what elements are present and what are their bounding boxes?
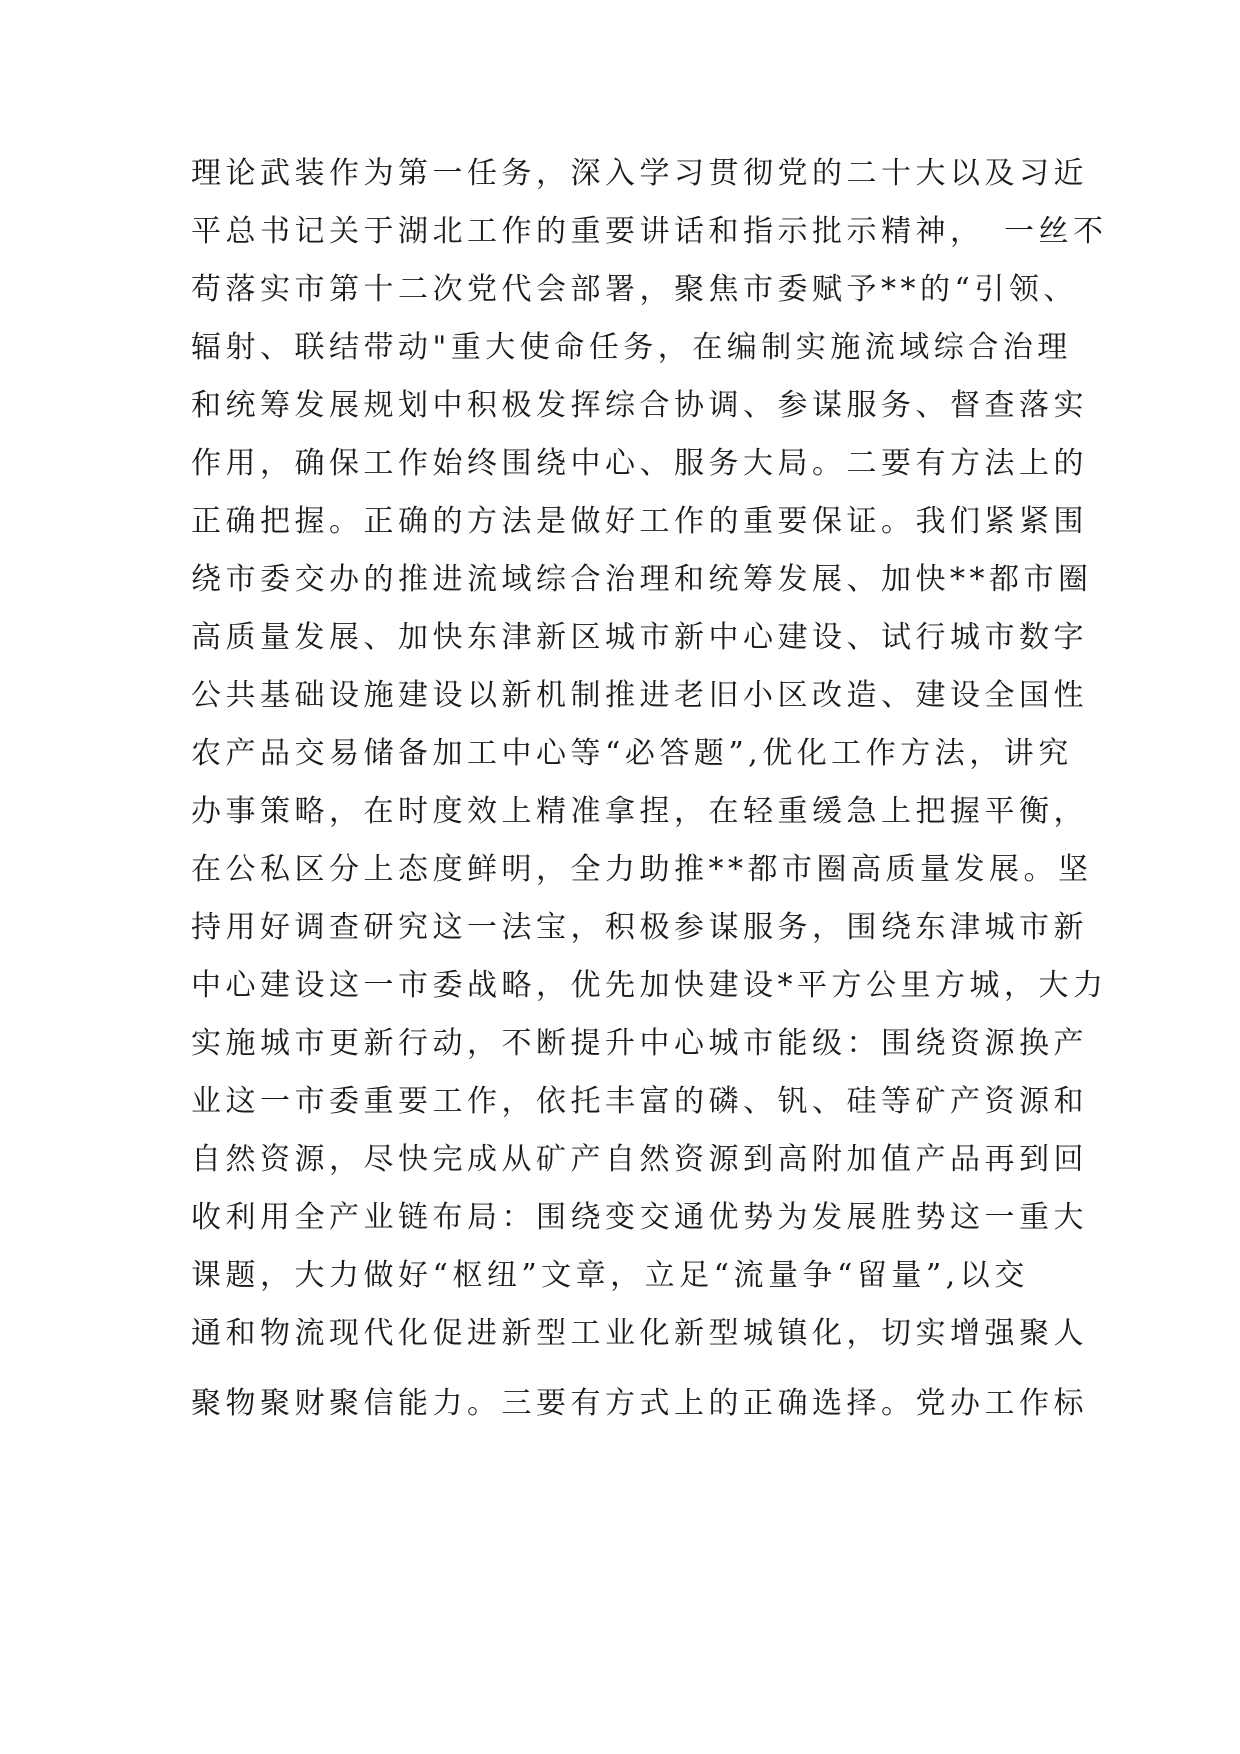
text-line: 业这一市委重要工作，依托丰富的磷、钒、硅等矿产资源和 [191,1084,1088,1119]
text-line: 苟落实市第十二次党代会部署，聚焦市委赋予**的“引领、 [191,272,1078,307]
text-line: 农产品交易储备加工中心等“必答题”,优化工作方法，讲究 [191,736,1073,771]
text-line: 公共基础设施建设以新机制推进老旧小区改造、建设全国性 [191,678,1088,713]
text-line: 自然资源，尽快完成从矿产自然资源到高附加值产品再到回 [191,1142,1088,1177]
body-text [191,145,1108,1433]
text-line: 中心建设这一市委战略，优先加快建设*平方公里方城，大力 [191,968,1108,1003]
text-line: 高质量发展、加快东津新区城市新中心建设、试行城市数字 [191,620,1088,655]
text-line: 实施城市更新行动，不断提升中心城市能级：围绕资源换产 [191,1026,1088,1061]
text-line: 作用，确保工作始终围绕中心、服务大局。二要有方法上的 [191,446,1088,481]
text-line: 绕市委交办的推进流域综合治理和统筹发展、加快**都市圈 [191,562,1093,597]
text-line: 和统筹发展规划中积极发挥综合协调、参谋服务、督查落实 [191,388,1088,423]
text-line: 在公私区分上态度鲜明，全力助推**都市圈高质量发展。坚 [191,852,1093,887]
text-line: 办事策略，在时度效上精准拿捏，在轻重缓急上把握平衡， [191,794,1088,829]
text-line: 持用好调查研究这一法宝，积极参谋服务，围绕东津城市新 [191,910,1088,945]
text-line: 聚物聚财聚信能力。三要有方式上的正确选择。党办工作标 [191,1386,1088,1421]
text-line: 通和物流现代化促进新型工业化新型城镇化，切实增强聚人 [191,1316,1088,1351]
text-line: 课题，大力做好“枢纽”文章，立足“流量争“留量”,以交 [191,1258,1029,1293]
text-line: 收利用全产业链布局：围绕变交通优势为发展胜势这一重大 [191,1200,1088,1235]
text-line: 平总书记关于湖北工作的重要讲话和指示批示精神， 一丝不 [191,214,1108,249]
text-line: 正确把握。正确的方法是做好工作的重要保证。我们紧紧围 [191,504,1088,539]
text-line: 理论武装作为第一任务，深入学习贯彻党的二十大以及习近 [191,156,1088,191]
text-line: 辐射、联结带动"重大使命任务，在编制实施流域综合治理 [191,330,1072,365]
